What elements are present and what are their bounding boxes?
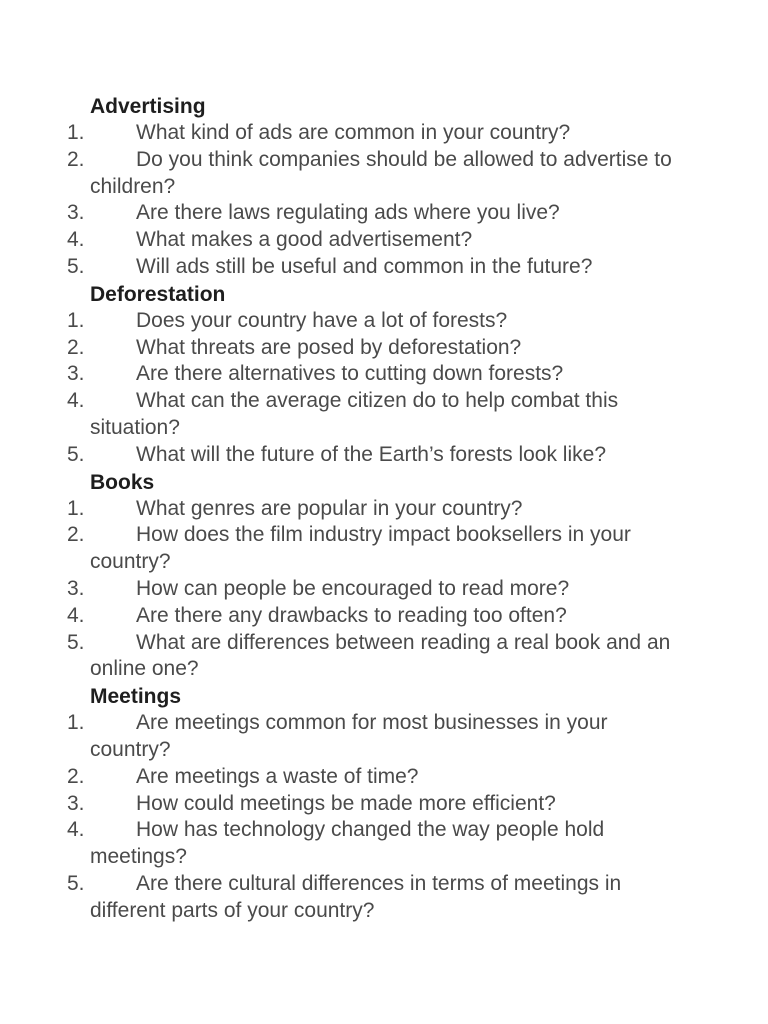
list-item <box>0 817 690 871</box>
item-text: Does your country have a lot of forests? <box>136 308 508 332</box>
item-text: Are meetings a waste of time? <box>136 764 419 788</box>
list-item <box>0 791 690 818</box>
item-number: 3. <box>67 576 85 600</box>
item-number: 2. <box>67 523 85 547</box>
item-text: How has technology changed the way people hold meetings? <box>90 818 605 869</box>
item-number: 3. <box>67 201 85 225</box>
list-item <box>0 147 690 201</box>
section-advertising <box>0 93 768 281</box>
list-item <box>0 496 690 523</box>
item-number: 1. <box>67 308 85 332</box>
section-heading: Books <box>90 470 155 494</box>
item-text: Are there cultural differences in terms of meetings in different parts of your country? <box>90 871 622 922</box>
item-text: Are there alternatives to cutting down forests? <box>136 362 564 386</box>
item-text: Are there laws regulating ads where you live? <box>136 201 560 225</box>
list-item <box>0 200 690 227</box>
list-item <box>0 388 690 442</box>
list-item <box>0 442 690 469</box>
item-text: Are there any drawbacks to reading too often? <box>136 603 567 627</box>
item-number: 4. <box>67 389 85 413</box>
item-number: 5. <box>67 442 85 466</box>
item-number: 1. <box>67 711 85 735</box>
item-text: What will the future of the Earth’s forests look like? <box>136 442 606 466</box>
item-text: What kind of ads are common in your country? <box>136 121 571 144</box>
list-item <box>0 120 690 147</box>
list-item <box>0 871 690 925</box>
item-text: What can the average citizen do to help combat this situation? <box>90 389 619 439</box>
item-number: 5. <box>67 871 85 895</box>
item-text: Will ads still be useful and common in the future? <box>136 254 593 278</box>
item-text: What are differences between reading a real book and an online one? <box>90 630 671 681</box>
section-heading: Advertising <box>90 95 206 118</box>
list-item <box>0 254 690 281</box>
item-text: Do you think companies should be allowed to advertise to children? <box>90 147 672 198</box>
list-item <box>0 335 690 362</box>
item-number: 4. <box>67 818 85 842</box>
item-number: 2. <box>67 335 85 359</box>
item-text: What threats are posed by deforestation? <box>136 335 522 359</box>
list-item <box>0 576 690 603</box>
item-number: 2. <box>67 764 85 788</box>
item-number: 3. <box>67 362 85 386</box>
section-deforestation <box>0 281 768 469</box>
list-item <box>0 522 690 576</box>
item-number: 4. <box>67 603 85 627</box>
item-text: What makes a good advertisement? <box>136 228 473 252</box>
item-text: What genres are popular in your country? <box>136 496 523 520</box>
list-item <box>0 603 690 630</box>
section-meetings <box>0 683 768 924</box>
section-heading: Meetings <box>90 685 182 709</box>
item-text: How could meetings be made more efficient? <box>136 791 556 815</box>
item-number: 1. <box>67 121 85 144</box>
item-number: 4. <box>67 228 85 252</box>
list-item <box>0 710 690 764</box>
list-item <box>0 764 690 791</box>
item-number: 5. <box>67 254 85 278</box>
item-text: How can people be encouraged to read more? <box>136 576 570 600</box>
item-text: How does the film industry impact booksellers in your country? <box>90 523 631 574</box>
item-number: 3. <box>67 791 85 815</box>
list-item <box>0 630 690 684</box>
list-item <box>0 308 690 335</box>
item-number: 1. <box>67 496 85 520</box>
document-body <box>0 93 768 925</box>
section-books <box>0 469 768 684</box>
list-item <box>0 361 690 388</box>
item-text: Are meetings common for most businesses in your country? <box>90 711 608 761</box>
list-item <box>0 227 690 254</box>
item-number: 2. <box>67 147 85 171</box>
section-heading: Deforestation <box>90 282 226 306</box>
item-number: 5. <box>67 630 85 654</box>
